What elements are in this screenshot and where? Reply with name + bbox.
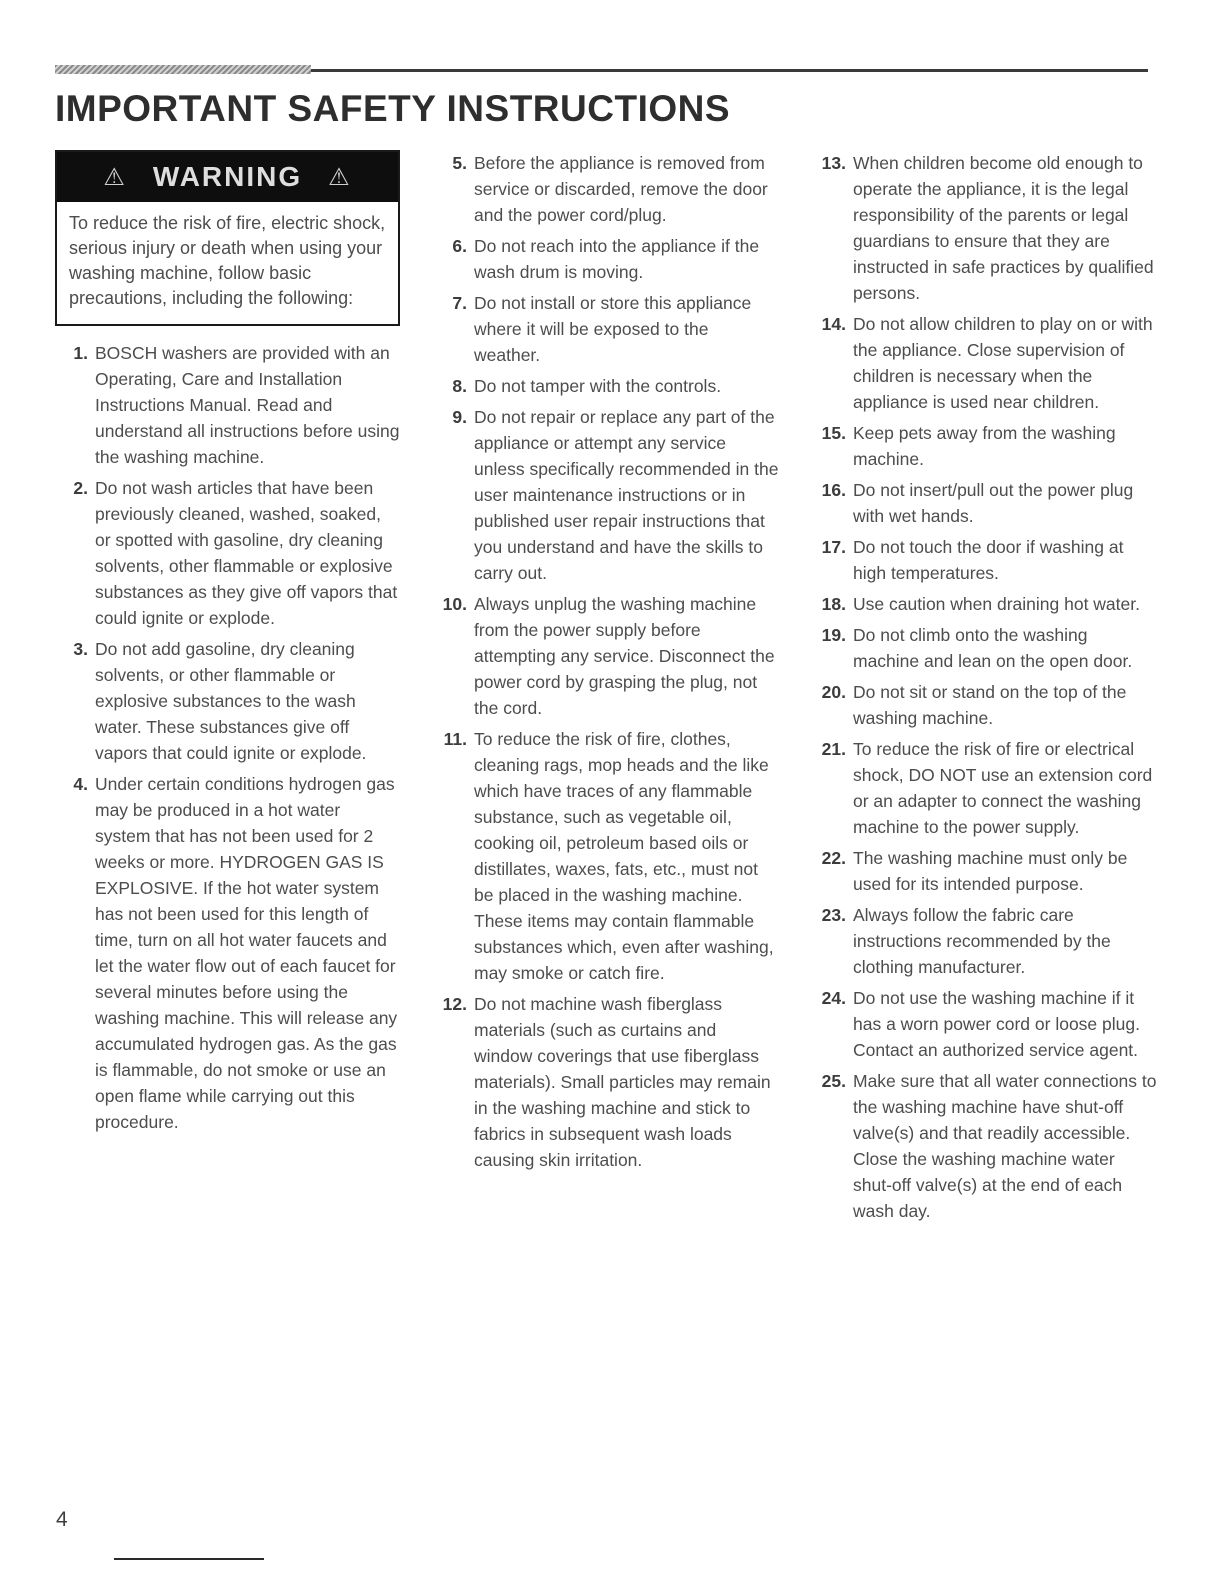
list-item: [434, 290, 779, 368]
item-number: 23.: [821, 905, 846, 925]
item-number: 18.: [821, 594, 846, 614]
item-number: 16.: [821, 480, 846, 500]
list-item: [55, 771, 400, 1135]
page-title: IMPORTANT SAFETY INSTRUCTIONS: [55, 88, 731, 129]
item-text: To reduce the risk of fire or electrical shock, DO NOT use an extension cord or an adapter to connect the washing machine to the power supply.: [853, 739, 1153, 837]
item-text: Do not climb onto the washing machine and lean on the open door.: [853, 625, 1133, 671]
item-number: 13.: [821, 153, 846, 173]
warning-header-label: WARNING: [152, 161, 303, 192]
item-number: 15.: [821, 423, 846, 443]
list-item: [813, 591, 1158, 617]
item-text: Do not add gasoline, dry cleaning solvents, or other flammable or explosive substances to the wash water. These substances give off vapors that could ignite or explode.: [95, 639, 367, 763]
item-number: 6.: [452, 236, 467, 256]
item-text: Use caution when draining hot water.: [853, 594, 1140, 614]
item-number: 17.: [821, 537, 846, 557]
item-text: Do not allow children to play on or with the appliance. Close supervision of children is necessary when the appliance is used near children.: [853, 314, 1153, 412]
item-text: Under certain conditions hydrogen gas may be produced in a hot water system that has not been used for 2 weeks or more. HYDROGEN GAS IS EXPLOSIVE. If the hot water system has not been used for this length of time, turn on all hot water faucets and let the water flow out of each faucet for several minutes before using the washing machine. This will release any accumulated hydrogen gas. As the gas is flammable, do not smoke or use an open flame while carrying out this procedure.: [95, 774, 398, 1132]
item-text: To reduce the risk of fire, clothes, cleaning rags, mop heads and the like which have traces of any flammable substance, such as vegetable oil, cooking oil, petroleum based oils or distillates, waxes, fats, etc., must not be placed in the washing machine. These items may contain flammable substances which, even after washing, may smoke or catch fire.: [474, 729, 774, 983]
columns: [55, 150, 1158, 1229]
list-item: [434, 233, 779, 285]
list-item: [813, 477, 1158, 529]
item-text: Make sure that all water connections to the washing machine have shut-off valve(s) and that readily accessible. Close the washing machine water shut-off valve(s) at the end of each wash day.: [853, 1071, 1157, 1221]
item-text: Do not machine wash fiberglass materials (such as curtains and window coverings that use fiberglass materials). Small particles may remain in the washing machine and stick to fabrics in subsequent wash loads causing skin irritation.: [474, 994, 771, 1170]
list-item: [813, 902, 1158, 980]
item-text: BOSCH washers are provided with an Operating, Care and Installation Instructions Manual. Read and understand all instructions before using the washing machine.: [95, 343, 400, 467]
list-item: [434, 373, 779, 399]
item-text: Do not sit or stand on the top of the washing machine.: [853, 682, 1127, 728]
column-3: [813, 150, 1158, 1229]
list-item: [434, 991, 779, 1173]
item-number: 22.: [821, 848, 846, 868]
item-number: 8.: [452, 376, 467, 396]
list-item: [55, 340, 400, 470]
list-item: [55, 636, 400, 766]
item-number: 7.: [452, 293, 467, 313]
list-item: [813, 311, 1158, 415]
item-text: Always follow the fabric care instructions recommended by the clothing manufacturer.: [853, 905, 1111, 977]
list-item: [813, 679, 1158, 731]
item-text: Do not insert/pull out the power plug with wet hands.: [853, 480, 1134, 526]
item-number: 2.: [73, 478, 88, 498]
item-number: 4.: [73, 774, 88, 794]
item-text: Always unplug the washing machine from the power supply before attempting any service. Disconnect the power cord by grasping the plug, not the cord.: [474, 594, 775, 718]
list-item: [813, 420, 1158, 472]
list-item: [813, 1068, 1158, 1224]
item-text: Do not tamper with the controls.: [474, 376, 722, 396]
item-text: Do not use the washing machine if it has a worn power cord or loose plug. Contact an authorized service agent.: [853, 988, 1140, 1060]
column-2: [434, 150, 779, 1229]
warning-icon: ⚠: [103, 163, 127, 191]
list-item: [434, 150, 779, 228]
item-text: Keep pets away from the washing machine.: [853, 423, 1116, 469]
items-list: [813, 150, 1158, 1224]
item-number: 1.: [73, 343, 88, 363]
item-number: 9.: [452, 407, 467, 427]
item-text: The washing machine must only be used for its intended purpose.: [853, 848, 1128, 894]
list-item: [434, 404, 779, 586]
item-number: 10.: [442, 594, 467, 614]
footer-line: [114, 1558, 264, 1560]
item-number: 21.: [821, 739, 846, 759]
item-number: 3.: [73, 639, 88, 659]
list-item: [813, 736, 1158, 840]
items-list: [55, 340, 400, 1135]
item-number: 24.: [821, 988, 846, 1008]
rule-hatch: [55, 65, 311, 74]
item-number: 11.: [443, 729, 467, 749]
warning-box: [55, 150, 400, 326]
list-item: [813, 845, 1158, 897]
item-text: Before the appliance is removed from service or discarded, remove the door and the power cord/plug.: [474, 153, 768, 225]
list-item: [434, 591, 779, 721]
list-item: [813, 985, 1158, 1063]
list-item: [813, 622, 1158, 674]
item-text: Do not touch the door if washing at high temperatures.: [853, 537, 1124, 583]
item-text: Do not wash articles that have been previously cleaned, washed, soaked, or spotted with gasoline, dry cleaning solvents, other flammable or explosive substances as they give off vapors that could ignite or explode.: [95, 478, 398, 628]
item-text: Do not install or store this appliance where it will be exposed to the weather.: [474, 293, 752, 365]
list-item: [813, 534, 1158, 586]
warning-header: [57, 152, 398, 202]
item-number: 19.: [821, 625, 846, 645]
top-rule: [55, 64, 1158, 76]
warning-body-text: To reduce the risk of fire, electric shock, serious injury or death when using your washing machine, follow basic precautions, including the following:: [69, 213, 386, 308]
items-list: [434, 150, 779, 1173]
item-text: When children become old enough to operate the appliance, it is the legal responsibility of the parents or legal guardians to ensure that they are instructed in safe practices by qualified persons.: [853, 153, 1154, 303]
warning-icon: ⚠: [328, 163, 352, 191]
list-item: [434, 726, 779, 986]
list-item: [55, 475, 400, 631]
item-number: 12.: [442, 994, 467, 1014]
item-text: Do not repair or replace any part of the appliance or attempt any service unless specifically recommended in the user maintenance instructions or in published user repair instructions that you understand and have the skills to carry out.: [474, 407, 779, 583]
list-item: [813, 150, 1158, 306]
page-number: 4: [56, 1508, 68, 1531]
item-number: 14.: [821, 314, 846, 334]
item-text: Do not reach into the appliance if the wash drum is moving.: [474, 236, 760, 282]
column-1: [55, 150, 400, 1229]
item-number: 20.: [821, 682, 846, 702]
item-number: 25.: [821, 1071, 846, 1091]
item-number: 5.: [452, 153, 467, 173]
